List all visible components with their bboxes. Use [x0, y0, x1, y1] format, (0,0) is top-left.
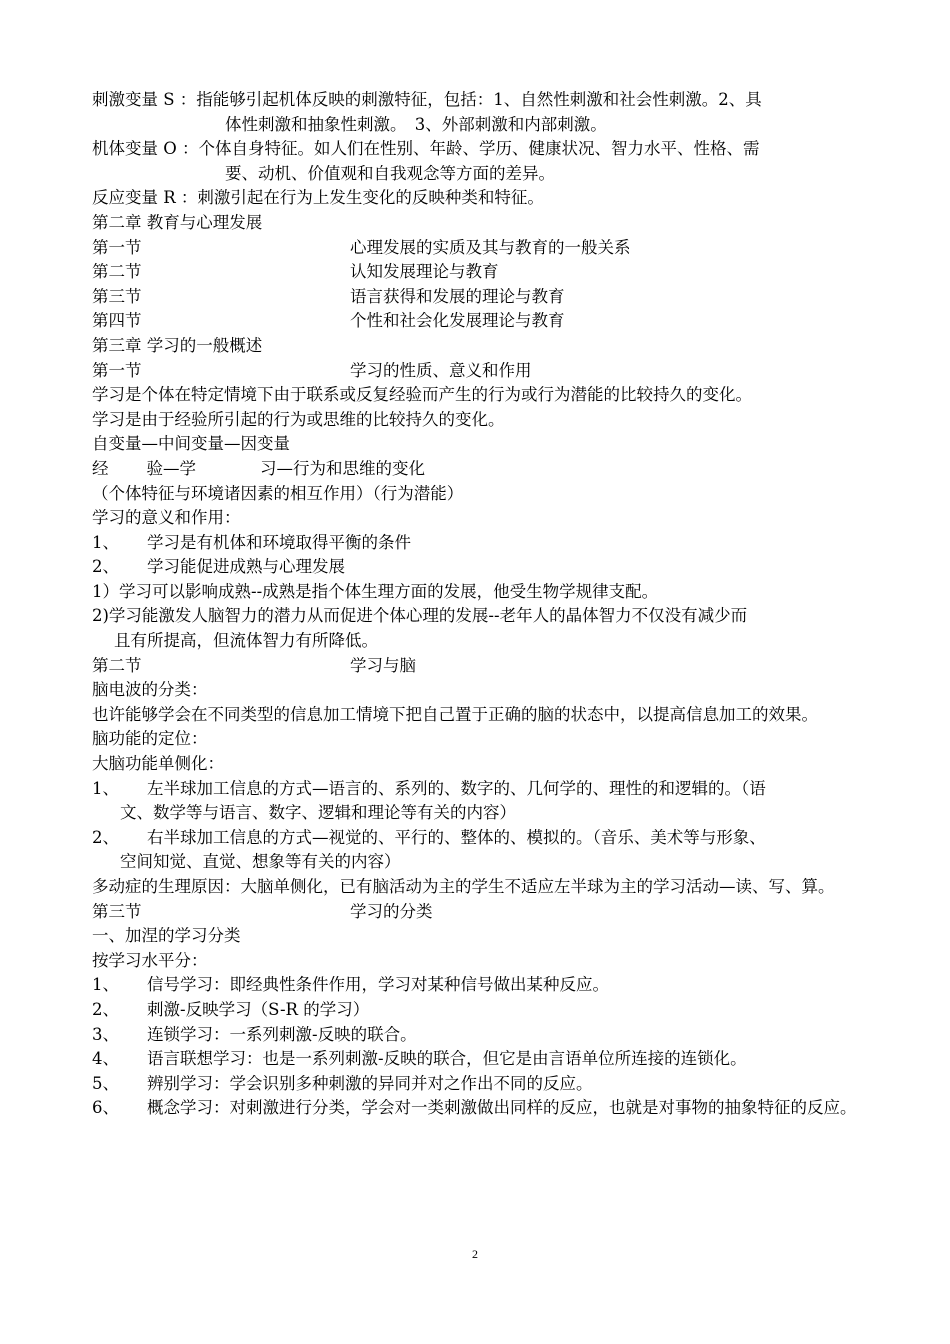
section-title: 心理发展的实质及其与教育的一般关系 [350, 237, 631, 257]
text-line: 反应变量 R ：刺激引起在行为上发生变化的反映种类和特征。 [92, 188, 544, 208]
text-line: 空间知觉、直觉、想象等有关的内容） [120, 852, 401, 872]
text-line: （个体特征与环境诸因素的相互作用）（行为潜能） [92, 483, 464, 503]
page-number: 2 [472, 1247, 478, 1261]
section-row [92, 309, 862, 334]
section-number: 第三节 [92, 901, 142, 921]
item-number: 5、 [92, 1073, 119, 1093]
section-title: 语言获得和发展的理论与教育 [350, 286, 565, 306]
item-number: 2、 [92, 557, 119, 577]
list-item [92, 826, 862, 851]
text-line: 学习的意义和作用： [92, 508, 241, 528]
item-text: 学习能促进成熟与心理发展 [147, 557, 345, 577]
item-text: 左半球加工信息的方式—语言的、系列的、数字的、几何学的、理性的和逻辑的。（语 [147, 778, 766, 798]
section-title: 学习的分类 [350, 901, 433, 921]
list-item [92, 998, 862, 1023]
item-text: 刺激-反映学习（S-R 的学习） [147, 999, 370, 1019]
text-line: 学习是个体在特定情境下由于联系或反复经验而产生的行为或行为潜能的比较持久的变化。 [92, 385, 752, 405]
text-line: 且有所提高，但流体智力有所降低。 [114, 631, 378, 651]
section-number: 第二节 [92, 262, 142, 282]
item-number: 2、 [92, 827, 119, 847]
item-number: 3、 [92, 1024, 119, 1044]
item-text: 连锁学习：一系列刺激-反映的联合。 [147, 1024, 417, 1044]
document-body [92, 88, 862, 1121]
list-item [92, 1072, 862, 1097]
section-row [92, 900, 862, 925]
text-line: 学习是由于经验所引起的行为或思维的比较持久的变化。 [92, 409, 505, 429]
text-line: 大脑功能单侧化： [92, 754, 224, 774]
list-item [92, 1096, 862, 1121]
section-number: 第一节 [92, 237, 142, 257]
text-line: 1）学习可以影响成熟--成熟是指个体生理方面的发展，他受生物学规律支配。 [92, 581, 659, 601]
text-line: 机体变量 O ：个体自身特征。如人们在性别、年龄、学历、健康状况、智力水平、性格、需 [92, 139, 760, 159]
section-number: 第二节 [92, 655, 142, 675]
paragraph: 也许能够学会在不同类型的信息加工情境下把自己置于正确的脑的状态中，以提高信息加工的效果。 [92, 704, 818, 724]
text-fragment: 经 [92, 458, 109, 478]
item-number: 4、 [92, 1049, 119, 1069]
text-line: 一、加涅的学习分类 [92, 926, 241, 946]
section-title: 个性和社会化发展理论与教育 [350, 311, 565, 331]
list-item [92, 777, 862, 802]
item-number: 1、 [92, 975, 119, 995]
chapter-heading: 第二章 教育与心理发展 [92, 212, 263, 232]
item-text: 概念学习：对刺激进行分类，学会对一类刺激做出同样的反应，也就是对事物的抽象特征的反应。 [147, 1098, 857, 1118]
text-line: 要、动机、价值观和自我观念等方面的差异。 [225, 163, 555, 183]
section-title: 认知发展理论与教育 [350, 262, 499, 282]
item-text: 辨别学习：学会识别多种刺激的异同并对之作出不同的反应。 [147, 1073, 593, 1093]
item-text: 信号学习：即经典性条件作用，学习对某种信号做出某种反应。 [147, 975, 609, 995]
list-item [92, 555, 862, 580]
list-item [92, 531, 862, 556]
text-line [92, 457, 862, 482]
section-row [92, 236, 862, 261]
section-row [92, 359, 862, 384]
item-text: 语言联想学习：也是一系列刺激-反映的联合，但它是由言语单位所连接的连锁化。 [147, 1049, 747, 1069]
section-row [92, 285, 862, 310]
text-fragment: 习—行为和思维的变化 [260, 458, 425, 478]
item-number: 2、 [92, 999, 119, 1019]
text-line: 文、数学等与语言、数字、逻辑和理论等有关的内容） [120, 803, 516, 823]
chapter-heading: 第三章 学习的一般概述 [92, 335, 263, 355]
section-title: 学习的性质、意义和作用 [350, 360, 532, 380]
section-number: 第三节 [92, 286, 142, 306]
list-item [92, 1023, 862, 1048]
item-text: 右半球加工信息的方式—视觉的、平行的、整体的、模拟的。（音乐、美术等与形象、 [147, 827, 766, 847]
text-line: 自变量—中间变量—因变量 [92, 434, 290, 454]
text-line: 2)学习能激发人脑智力的潜力从而促进个体心理的发展--老年人的晶体智力不仅没有减少而 [92, 606, 748, 626]
text-line: 脑电波的分类： [92, 680, 208, 700]
section-row [92, 654, 862, 679]
list-item [92, 1047, 862, 1072]
text-line: 刺激变量 S ：指能够引起机体反映的刺激特征，包括：1、自然性刺激和社会性刺激。2、具 [92, 90, 762, 109]
list-item [92, 973, 862, 998]
text-fragment: 验—学 [146, 458, 196, 478]
item-number: 6、 [92, 1098, 119, 1118]
section-title: 学习与脑 [350, 655, 416, 675]
text-line: 体性刺激和抽象性刺激。 3、外部刺激和内部刺激。 [225, 114, 607, 134]
section-row [92, 260, 862, 285]
paragraph: 多动症的生理原因：大脑单侧化，已有脑活动为主的学生不适应左半球为主的学习活动—读、写、算。 [92, 877, 835, 896]
section-number: 第四节 [92, 311, 142, 331]
text-line: 脑功能的定位： [92, 729, 208, 749]
text-line: 按学习水平分： [92, 950, 208, 970]
section-number: 第一节 [92, 360, 142, 380]
item-number: 1、 [92, 532, 119, 552]
item-number: 1、 [92, 778, 119, 798]
item-text: 学习是有机体和环境取得平衡的条件 [147, 532, 411, 552]
